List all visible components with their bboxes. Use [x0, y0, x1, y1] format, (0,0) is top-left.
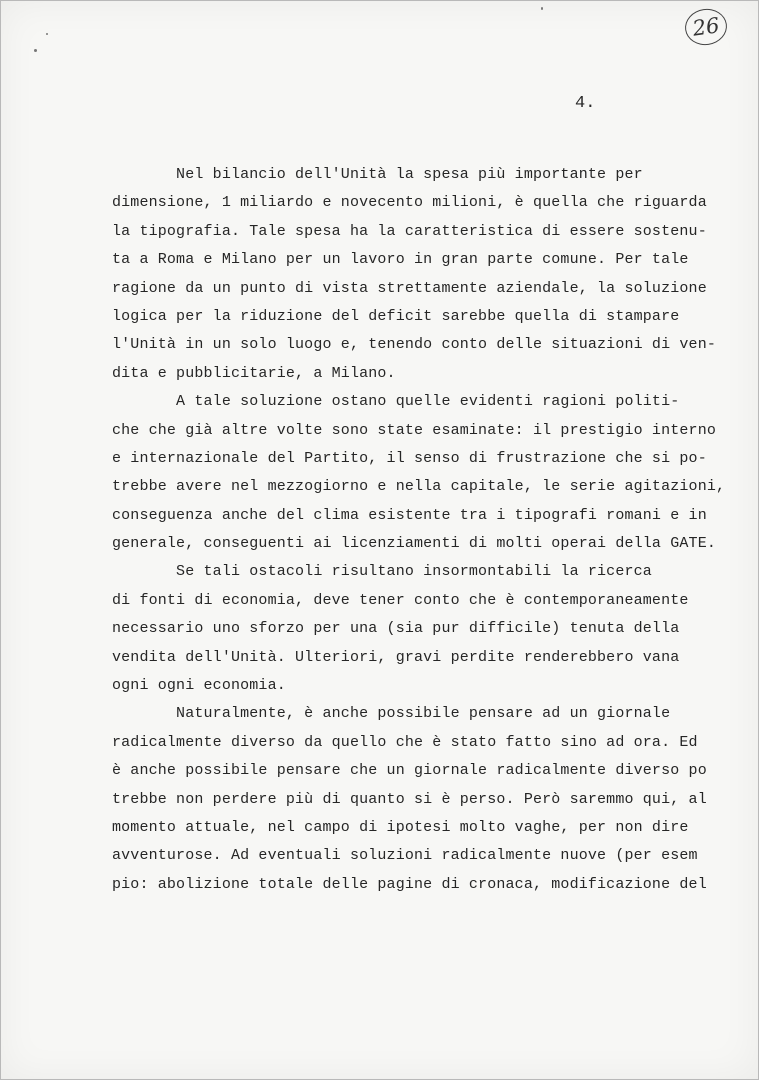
page-number: 4.	[575, 94, 596, 113]
text-line: dimensione, 1 miliardo e novecento milioni, è quella che riguarda	[112, 194, 707, 212]
text-line: Se tali ostacoli risultano insormontabili la ricerca	[112, 563, 652, 581]
paper-speck	[46, 33, 48, 35]
text-line: ta a Roma e Milano per un lavoro in gran parte comune. Per tale	[112, 251, 689, 269]
archive-page-number: 26	[683, 6, 730, 47]
text-line: A tale soluzione ostano quelle evidenti ragioni politi-	[112, 393, 680, 411]
text-line: e internazionale del Partito, il senso di frustrazione che si po-	[112, 449, 707, 467]
paper-speck	[541, 7, 543, 10]
text-line: ragione da un punto di vista strettamente aziendale, la soluzione	[112, 279, 707, 297]
text-line: l'Unità in un solo luogo e, tenendo conto delle situazioni di ven-	[112, 336, 716, 354]
text-line: è anche possibile pensare che un giornale radicalmente diverso po	[112, 762, 707, 780]
text-line: logica per la riduzione del deficit sarebbe quella di stampare	[112, 307, 680, 325]
text-line: vendita dell'Unità. Ulteriori, gravi perdite renderebbero vana	[112, 648, 680, 666]
text-line: momento attuale, nel campo di ipotesi molto vaghe, per non dire	[112, 818, 689, 836]
text-line: pio: abolizione totale delle pagine di cronaca, modificazione del	[112, 875, 707, 893]
text-line: ogni ogni economia.	[112, 677, 286, 695]
text-line: che che già altre volte sono state esaminate: il prestigio interno	[112, 421, 716, 439]
text-line: di fonti di economia, deve tener conto che è contemporaneamente	[112, 591, 689, 609]
text-line: Nel bilancio dell'Unità la spesa più importante per	[112, 166, 643, 183]
paper-speck	[34, 49, 37, 52]
text-line: trebbe non perdere più di quanto si è perso. Però saremmo qui, al	[112, 790, 707, 808]
text-line: la tipografia. Tale spesa ha la caratteristica di essere sostenu-	[112, 222, 707, 240]
text-line: avventurose. Ad eventuali soluzioni radicalmente nuove (per esem	[112, 847, 698, 865]
text-line: conseguenza anche del clima esistente tra i tipografi romani e in	[112, 506, 707, 524]
text-line: trebbe avere nel mezzogiorno e nella capitale, le serie agitazioni,	[112, 478, 726, 496]
text-line: radicalmente diverso da quello che è stato fatto sino ad ora. Ed	[112, 733, 698, 751]
text-line: Naturalmente, è anche possibile pensare ad un giornale	[112, 705, 671, 723]
text-line: dita e pubblicitarie, a Milano.	[112, 364, 396, 382]
typed-body-text	[112, 161, 752, 899]
text-line: necessario uno sforzo per una (sia pur difficile) tenuta della	[112, 620, 680, 638]
text-line: generale, conseguenti ai licenziamenti di molti operai della GATE.	[112, 535, 716, 553]
